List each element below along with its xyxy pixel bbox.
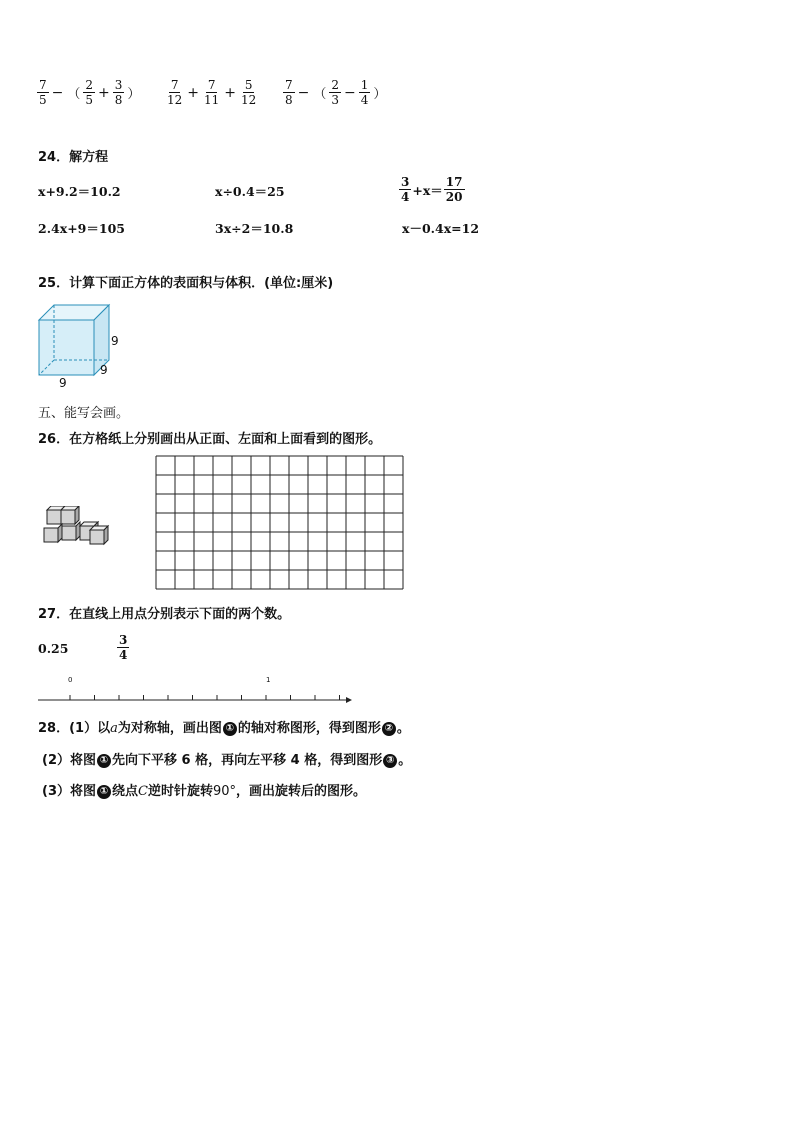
edge-label-depth: 9 [100, 363, 108, 377]
expression-1 [36, 78, 142, 107]
q24-title: 24．解方程 [38, 150, 109, 165]
square-grid[interactable] [155, 455, 405, 593]
fraction: $\frac{17}{20}$ [445, 175, 463, 204]
paren: ） [127, 87, 141, 102]
q28-line-2: (2）将图 ① 先向下平移 6 格，再向左平移 4 格，得到图形 ③ 。 [42, 753, 412, 768]
equation-6: x－0.4x=12 [402, 221, 480, 236]
equation-3-mid: +x＝ [412, 182, 443, 198]
operator: + [224, 84, 237, 101]
number-fraction [116, 633, 130, 662]
circled-number: ① [97, 754, 111, 768]
cube-blocks-figure [42, 506, 122, 546]
equation-5: 3x÷2＝10.8 [215, 221, 294, 236]
operator: + [187, 84, 200, 101]
fraction: $\frac{2}{3}$ [331, 78, 340, 107]
fraction: $\frac{7}{12}$ [167, 78, 183, 107]
equation-2: x÷0.4＝25 [215, 184, 285, 199]
fraction: $\frac{1}{4}$ [360, 78, 369, 107]
tick-label-0: 0 [68, 676, 73, 684]
q26-title: 26．在方格纸上分别画出从正面、左面和上面看到的图形。 [38, 432, 382, 447]
tick-label-1: 1 [266, 676, 271, 684]
cube-diagram [34, 300, 134, 390]
fraction: $\frac{3}{4}$ [401, 175, 410, 204]
paren: （ [313, 87, 327, 102]
fraction: $\frac{7}{5}$ [39, 78, 47, 107]
arrow-icon [346, 697, 352, 703]
fraction: $\frac{3}{4}$ [119, 633, 128, 662]
section-title: 五、能写会画。 [38, 406, 130, 421]
fraction: $\frac{5}{12}$ [241, 78, 257, 107]
expression-3 [282, 78, 388, 107]
operator: − [51, 84, 64, 101]
number-line[interactable] [36, 670, 356, 710]
fraction: $\frac{7}{11}$ [204, 78, 220, 107]
circled-number: ② [382, 722, 396, 736]
block-bottom-2 [62, 522, 80, 540]
fraction: $\frac{7}{8}$ [285, 78, 293, 107]
q28-line-1: 28．(1）以a为对称轴，画出图 ① 的轴对称图形，得到图形 ② 。 [38, 721, 410, 736]
q25-title: 25．计算下面正方体的表面积与体积．(单位:厘米) [38, 276, 334, 291]
operator: + [98, 84, 110, 101]
equation-4: 2.4x+9＝105 [38, 221, 125, 236]
equation-1: x+9.2＝10.2 [38, 184, 121, 199]
number-decimal: 0.25 [38, 641, 69, 656]
circled-number: ① [223, 722, 237, 736]
block-bottom-1 [44, 524, 62, 542]
equation-3 [398, 175, 466, 204]
paren: ） [373, 87, 387, 102]
operator: − [297, 84, 310, 101]
operator: − [344, 84, 356, 101]
block-top-right [61, 506, 79, 524]
paren: （ [67, 87, 81, 102]
q27-title: 27．在直线上用点分别表示下面的两个数。 [38, 607, 291, 622]
fraction: $\frac{3}{8}$ [114, 78, 123, 107]
cube-front-face [39, 320, 94, 375]
edge-label-height: 9 [111, 334, 119, 348]
q28-line-3: (3）将图 ① 绕点C逆时针旋转90°，画出旋转后的图形。 [42, 784, 367, 799]
edge-label-width: 9 [59, 376, 67, 390]
expression-2 [164, 78, 259, 107]
circled-number: ③ [383, 754, 397, 768]
block-bottom-4 [90, 526, 108, 544]
fraction: $\frac{2}{5}$ [85, 78, 94, 107]
circled-number: ① [97, 785, 111, 799]
